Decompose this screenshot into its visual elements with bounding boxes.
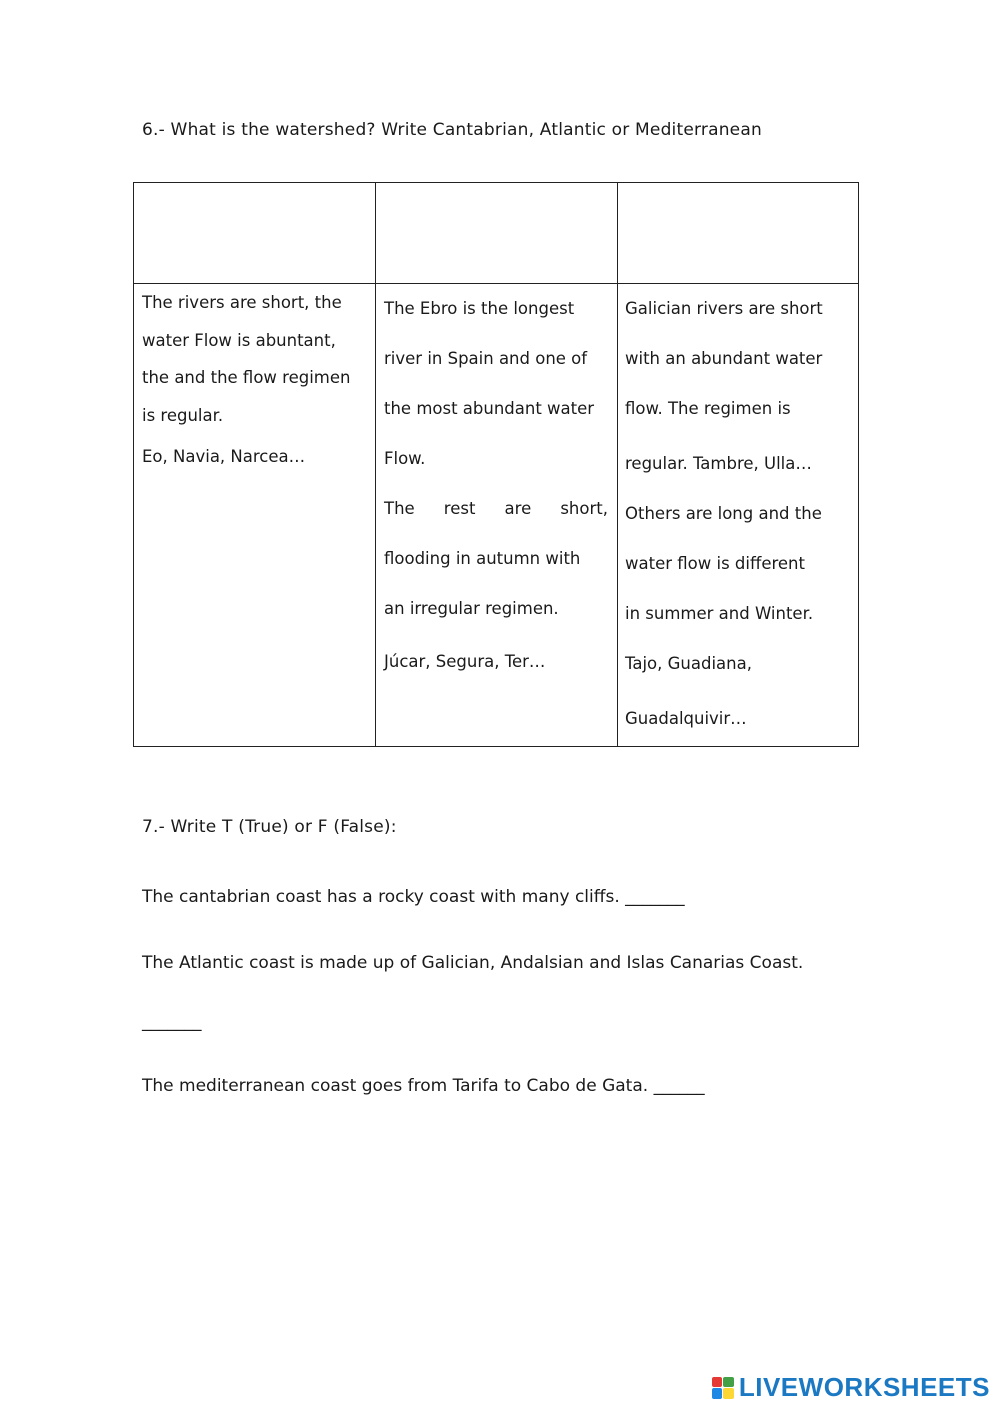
logo-square xyxy=(723,1377,734,1388)
logo-text: LIVEWORKSHEETS xyxy=(738,1372,990,1402)
description-line: Tajo, Guadiana, xyxy=(625,654,752,673)
description-cell-2 xyxy=(384,284,608,687)
river-examples: Júcar, Segura, Ter… xyxy=(384,652,546,671)
description-line: Guadalquivir… xyxy=(625,709,747,728)
true-false-statement-1[interactable]: The cantabrian coast has a rocky coast with many cliffs. _______ xyxy=(142,887,685,907)
answer-cell-1[interactable] xyxy=(134,183,375,284)
watershed-table xyxy=(133,182,859,747)
description-line: flow. The regimen is xyxy=(625,399,791,418)
description-line: The Ebro is the longest xyxy=(384,299,575,318)
description-cell-3 xyxy=(625,284,853,744)
description-line: an irregular regimen. xyxy=(384,599,559,618)
description-line: Galician rivers are short xyxy=(625,299,823,318)
logo-square xyxy=(712,1377,723,1388)
question-6-title: 6.- What is the watershed? Write Cantabrian, Atlantic or Mediterranean xyxy=(142,120,762,140)
description-line: The rivers are short, the xyxy=(142,293,342,312)
description-line: the most abundant water xyxy=(384,399,595,418)
true-false-statement-2: The Atlantic coast is made up of Galician, Andalsian and Islas Canarias Coast. xyxy=(142,953,804,973)
description-line: water flow is different xyxy=(625,554,805,573)
description-line: flooding in autumn with xyxy=(384,549,581,568)
description-word: short, xyxy=(560,499,608,518)
description-cell-1 xyxy=(142,284,376,476)
description-line: with an abundant water xyxy=(625,349,823,368)
true-false-blank-2[interactable]: _______ xyxy=(142,1012,202,1032)
liveworksheets-logo-icon xyxy=(712,1377,734,1399)
answer-cell-3[interactable] xyxy=(618,183,858,284)
logo-square xyxy=(712,1388,723,1399)
description-word: The xyxy=(384,499,415,518)
logo-square xyxy=(723,1388,734,1399)
description-line: Flow. xyxy=(384,449,426,468)
river-examples: Eo, Navia, Narcea… xyxy=(142,447,306,466)
true-false-statement-3[interactable]: The mediterranean coast goes from Tarifa to Cabo de Gata. ______ xyxy=(142,1076,705,1096)
description-line: regular. Tambre, Ulla… xyxy=(625,454,812,473)
question-7-title: 7.- Write T (True) or F (False): xyxy=(142,817,397,837)
description-line: the and the flow regimen xyxy=(142,368,351,387)
description-line: in summer and Winter. xyxy=(625,604,814,623)
answer-cell-2[interactable] xyxy=(376,183,617,284)
description-line: Others are long and the xyxy=(625,504,822,523)
liveworksheets-logo xyxy=(712,1372,990,1403)
description-word: are xyxy=(504,499,532,518)
description-word: rest xyxy=(443,499,476,518)
description-line: river in Spain and one of xyxy=(384,349,588,368)
description-line: water Flow is abuntant, xyxy=(142,330,336,350)
description-line: is regular. xyxy=(142,405,224,425)
description-line-justified xyxy=(384,484,608,534)
